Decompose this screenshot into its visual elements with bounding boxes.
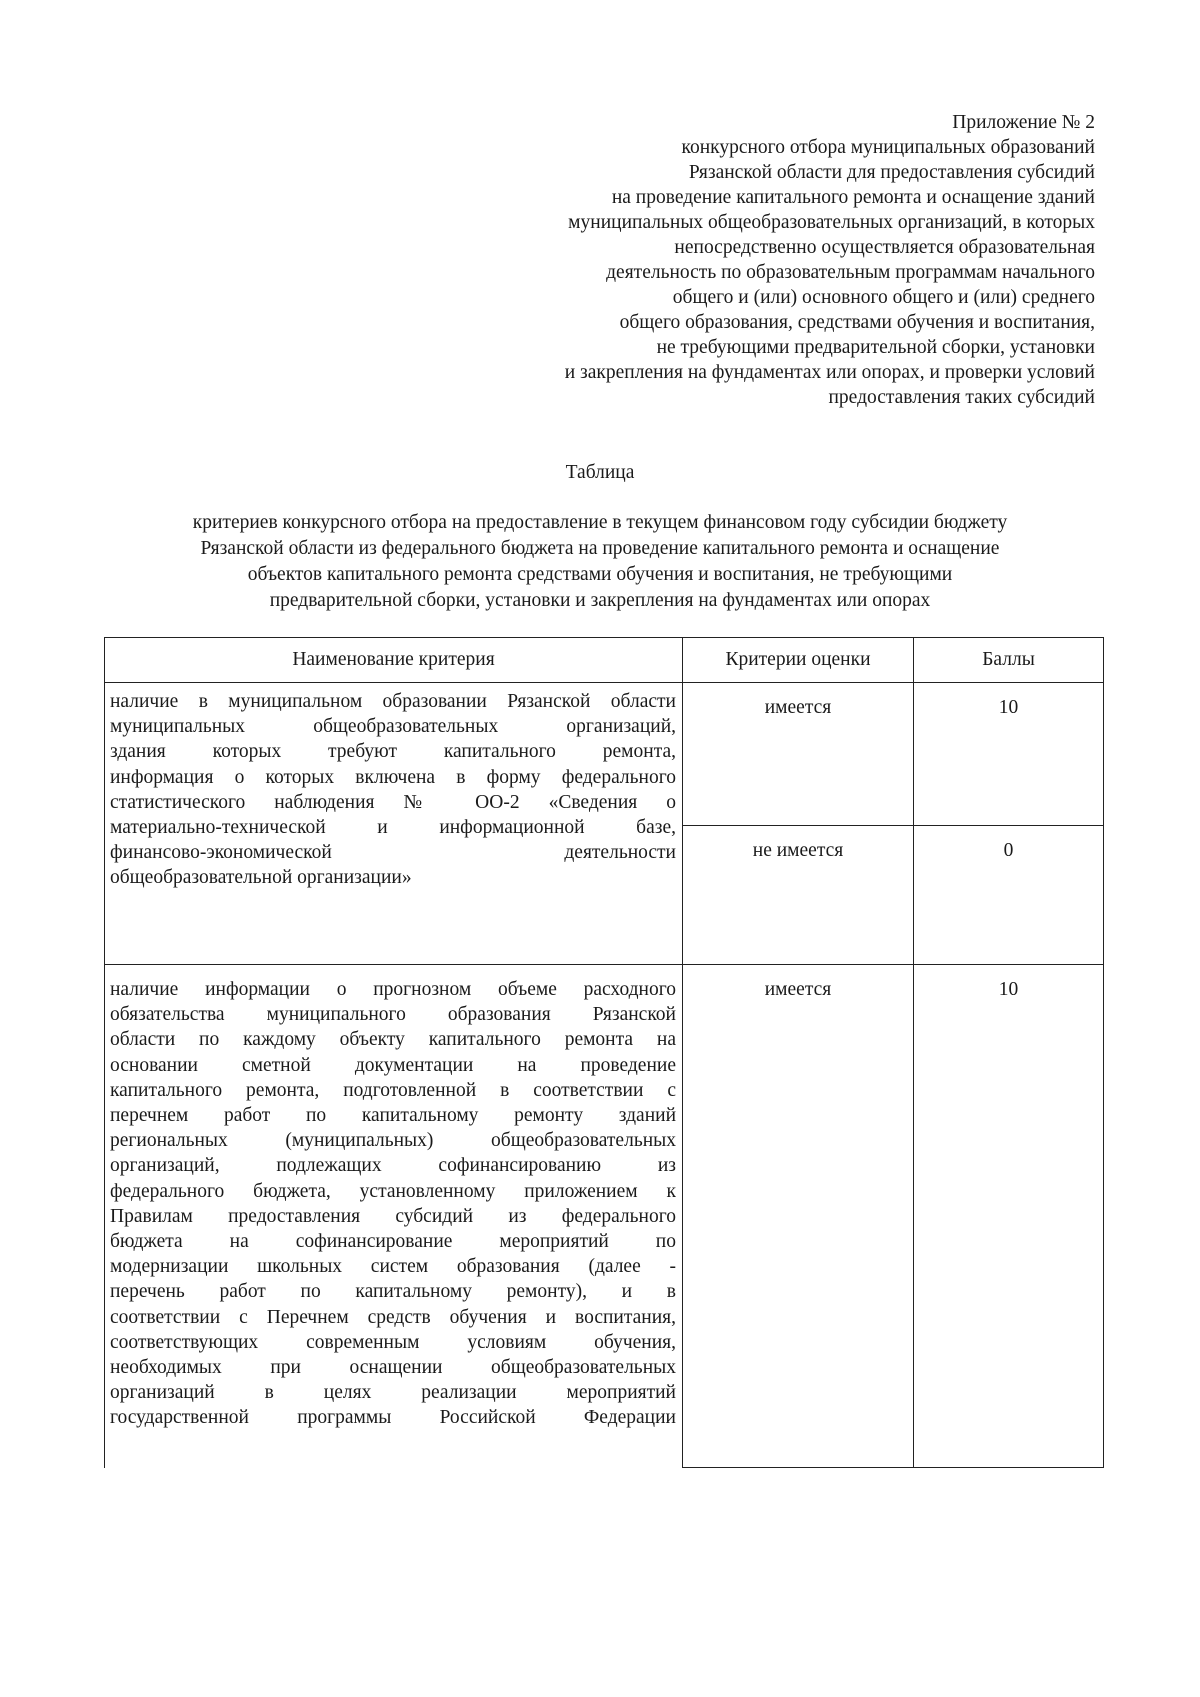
criterion-line: бюджета на софинансирование мероприятий по	[110, 1231, 676, 1253]
criterion-line: модернизации школьных систем образования (далее -	[110, 1256, 676, 1278]
header-line: деятельность по образовательным программам начального	[606, 262, 1095, 283]
header-line: Приложение № 2	[952, 112, 1095, 133]
table-row	[105, 683, 1104, 826]
table-title-line: предварительной сборки, установки и закрепления на фундаментах или опорах	[269, 590, 931, 611]
header-points: Баллы	[914, 638, 1104, 683]
criterion-line: финансово-экономической деятельности	[110, 842, 676, 864]
header-line: непосредственно осуществляется образовательная	[674, 237, 1095, 258]
criterion-line: региональных (муниципальных) общеобразовательных	[110, 1130, 676, 1152]
header-line: не требующими предварительной сборки, установки	[656, 337, 1095, 358]
criterion-line: Правилам предоставления субсидий из федерального	[110, 1205, 676, 1227]
criterion-line: перечень работ по капитальному ремонту), и в	[110, 1281, 676, 1303]
criterion-name-cell	[105, 683, 683, 965]
criterion-line: обязательства муниципального образования Рязанской	[110, 1004, 676, 1026]
table-title-line: критериев конкурсного отбора на предоставление в текущем финансовом году субсидии бюджету	[192, 512, 1008, 533]
criterion-line: необходимых при оснащении общеобразовательных	[110, 1357, 676, 1379]
criterion-line: наличие в муниципальном образовании Рязанской области	[110, 691, 676, 712]
table-header-row	[105, 638, 1104, 683]
criterion-line: информация о которых включена в форму федерального	[110, 766, 676, 788]
criterion-line: организаций, подлежащих софинансированию из	[110, 1155, 676, 1177]
header-line: и закрепления на фундаментах или опорах, и проверки условий	[564, 362, 1095, 383]
header-criterion-name: Наименование критерия	[105, 638, 683, 683]
points-cell: 10	[914, 683, 1104, 826]
table-label: Таблица	[565, 462, 635, 483]
criterion-line: статистического наблюдения № ОО-2 «Сведения о	[110, 791, 676, 813]
table-title-line: объектов капитального ремонта средствами обучения и воспитания, не требующими	[247, 564, 953, 585]
criterion-line: перечнем работ по капитальному ремонту зданий	[110, 1105, 676, 1127]
criterion-name-cell	[105, 965, 683, 1468]
evaluation-cell: не имеется	[683, 826, 914, 965]
header-evaluation: Критерии оценки	[683, 638, 914, 683]
table-title-line: Рязанской области из федерального бюджета на проведение капитального ремонта и оснащение	[200, 538, 1000, 559]
header-line: предоставления таких субсидий	[828, 387, 1095, 408]
criterion-line: области по каждому объекту капитального ремонта на	[110, 1029, 676, 1051]
points-cell: 10	[914, 965, 1104, 1468]
header-line: на проведение капитального ремонта и оснащение зданий	[611, 187, 1095, 208]
table-title	[100, 510, 1100, 614]
criterion-line: основании сметной документации на проведение	[110, 1054, 676, 1076]
criterion-line: государственной программы Российской Федерации	[110, 1407, 676, 1429]
criteria-table	[104, 637, 1104, 1468]
evaluation-cell: имеется	[683, 683, 914, 826]
criterion-line: соответствии с Перечнем средств обучения и воспитания,	[110, 1306, 676, 1328]
header-line: Рязанской области для предоставления субсидий	[688, 162, 1095, 183]
criterion-line: общеобразовательной организации»	[110, 867, 412, 889]
criterion-line: наличие информации о прогнозном объеме расходного	[110, 979, 676, 1000]
table-row	[105, 965, 1104, 1468]
header-line: муниципальных общеобразовательных организаций, в которых	[568, 212, 1095, 233]
header-line: конкурсного отбора муниципальных образований	[681, 137, 1095, 158]
appendix-header	[375, 110, 1095, 410]
criterion-line: соответствующих современным условиям обучения,	[110, 1331, 676, 1353]
criterion-line: муниципальных общеобразовательных организаций,	[110, 716, 676, 738]
criterion-line: капитального ремонта, подготовленной в соответствии с	[110, 1079, 676, 1101]
header-line: общего и (или) основного общего и (или) среднего	[672, 287, 1095, 308]
points-cell: 0	[914, 826, 1104, 965]
criterion-line: организаций в целях реализации мероприятий	[110, 1382, 676, 1404]
evaluation-cell: имеется	[683, 965, 914, 1468]
criterion-line: здания которых требуют капитального ремонта,	[110, 741, 676, 763]
criterion-line: федерального бюджета, установленному приложением к	[110, 1180, 676, 1202]
criterion-line: материально-технической и информационной базе,	[110, 817, 676, 839]
header-line: общего образования, средствами обучения и воспитания,	[619, 312, 1095, 333]
